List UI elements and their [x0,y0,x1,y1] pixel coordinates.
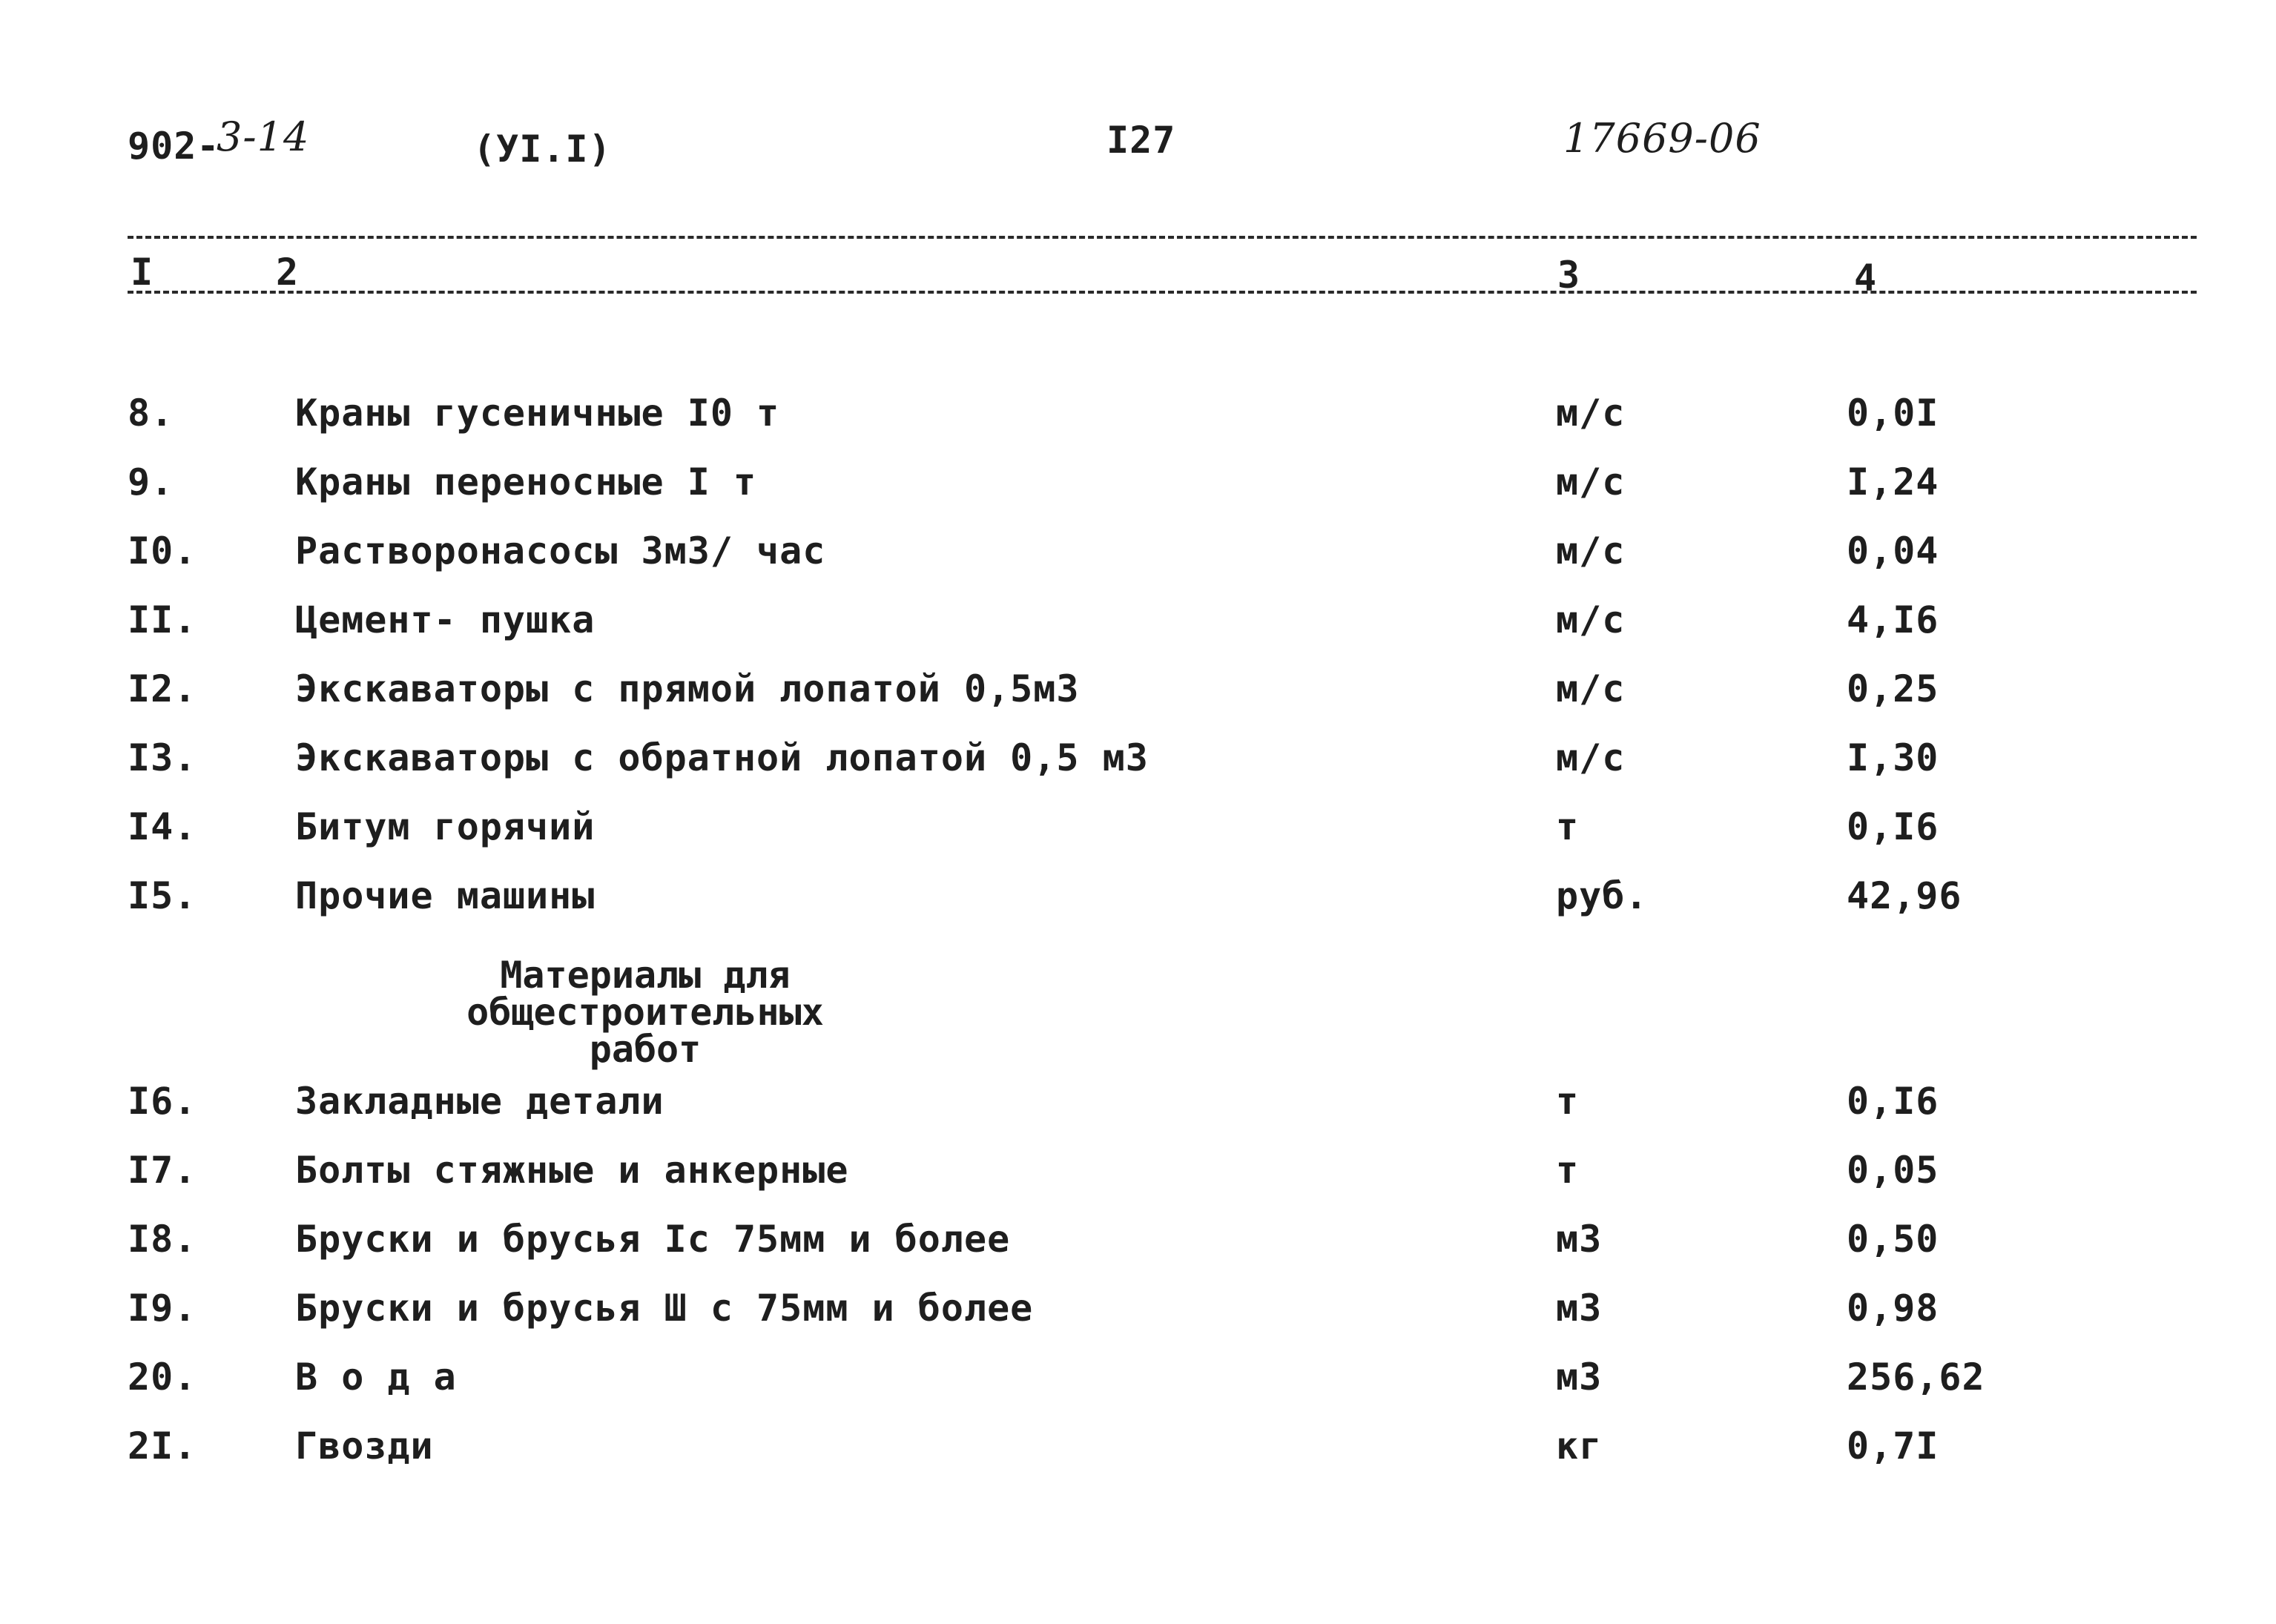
table-header-rule [128,291,2197,294]
row-name: Прочие машины [295,874,596,917]
row-number: I2. [128,667,197,710]
row-value: 4,I6 [1847,598,1939,641]
table-row [0,598,2276,646]
row-unit: м/с [1556,392,1626,435]
column-header-2: 2 [276,251,300,294]
section-reference: (УI.I) [473,128,612,171]
row-number: II. [128,598,197,641]
row-unit: руб. [1556,874,1649,917]
table-row [0,1287,2276,1334]
row-number: 8. [128,392,174,435]
doc-code-prefix: 902- [128,125,220,168]
table-row [0,1427,2276,1472]
page-number: I27 [1106,119,1176,162]
row-unit: м/с [1556,598,1626,641]
row-name: Бруски и брусья Ш с 75мм и более [295,1287,1034,1330]
row-value: 0,I6 [1847,1080,1939,1123]
row-unit: м/с [1556,529,1626,572]
row-name: Битум горячий [295,805,596,848]
archive-number: 17669-06 [1563,115,1761,162]
table-row [0,529,2276,577]
row-name: Краны переносные I т [295,461,757,504]
row-number: I8. [128,1218,197,1261]
table-row [0,392,2276,439]
row-value: 0,25 [1847,667,1939,710]
row-unit: м/с [1556,461,1626,504]
row-name: Бруски и брусья Iс 75мм и более [295,1218,1011,1261]
row-name: В о д а [295,1356,457,1399]
table-row [0,1356,2276,1403]
row-number: 20. [128,1356,197,1399]
row-name: Экскаваторы с прямой лопатой 0,5м3 [295,667,1080,710]
row-unit: м/с [1556,667,1626,710]
row-value: I,30 [1847,736,1939,779]
row-number: 9. [128,461,174,504]
doc-code-handwritten: 3-14 [217,113,310,160]
row-name: Растворонасосы 3м3/ час [295,529,826,572]
row-unit: м/с [1556,736,1626,779]
row-value: 0,50 [1847,1218,1939,1261]
row-value: 0,0I [1847,392,1939,435]
row-name: Экскаваторы с обратной лопатой 0,5 м3 [295,736,1149,779]
row-number: I5. [128,874,197,917]
section-title: Материалы для общестроительных работ [466,954,824,1071]
row-number: I4. [128,805,197,848]
row-value: 0,I6 [1847,805,1939,848]
table-row [0,667,2276,715]
row-value: 0,98 [1847,1287,1939,1330]
row-number: I0. [128,529,197,572]
row-unit: т [1556,805,1580,848]
row-unit: м3 [1556,1356,1603,1399]
row-name: Краны гусеничные I0 т [295,392,780,435]
row-value: 0,04 [1847,529,1939,572]
table-row [0,1149,2276,1196]
column-header-3: 3 [1557,254,1581,297]
table-row [0,463,2276,508]
row-name: Цемент- пушка [295,598,596,641]
row-number: I7. [128,1149,197,1192]
row-unit: т [1556,1149,1580,1192]
table-row [0,1218,2276,1265]
table-row [0,805,2276,853]
row-name: Закладные детали [295,1080,664,1123]
row-unit: т [1556,1080,1580,1123]
row-number: 2I. [128,1425,197,1468]
table-row [0,1080,2276,1127]
row-value: 256,62 [1847,1356,1985,1399]
row-name: Болты стяжные и анкерные [295,1149,849,1192]
row-value: I,24 [1847,461,1939,504]
table-row [0,736,2276,784]
row-name: Гвозди [295,1425,434,1468]
row-value: 0,05 [1847,1149,1939,1192]
row-number: I9. [128,1287,197,1330]
column-header-1: I [131,251,154,294]
table-row [0,874,2276,922]
row-number: I6. [128,1080,197,1123]
row-unit: кг [1556,1425,1603,1468]
column-header-4: 4 [1854,257,1878,300]
table-top-rule [128,236,2197,239]
row-number: I3. [128,736,197,779]
row-unit: м3 [1556,1287,1603,1330]
row-value: 42,96 [1847,874,1962,917]
row-unit: м3 [1556,1218,1603,1261]
row-value: 0,7I [1847,1425,1939,1468]
